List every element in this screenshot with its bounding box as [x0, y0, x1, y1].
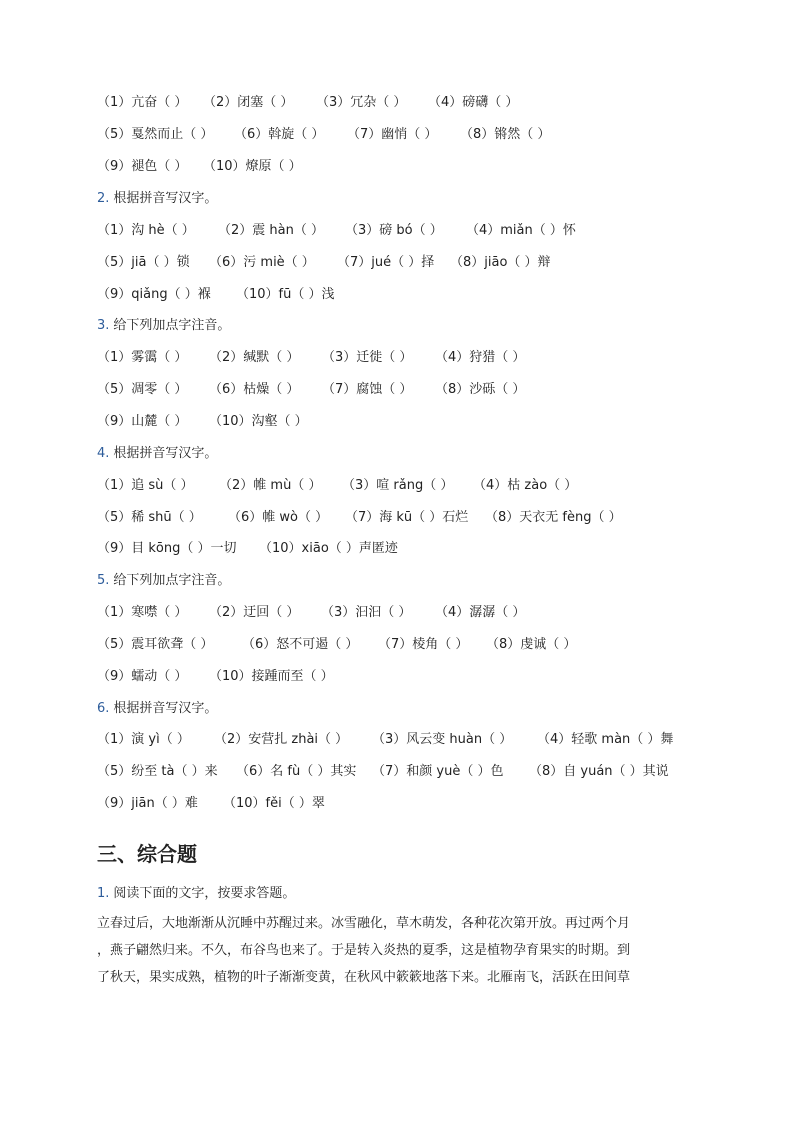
s3q1-heading	[97, 884, 295, 904]
q2-item: （8）jiāo（ ）辩	[450, 255, 551, 270]
q4-item: （10）xiāo（ ）声匿迹	[259, 541, 398, 556]
question-number: 5.	[97, 573, 110, 588]
q3-row-1	[97, 348, 525, 368]
q2-item: （7）jué（ ）择	[337, 255, 435, 270]
q3-row-3	[97, 412, 308, 432]
q3-item: （2）缄默（ ）	[209, 350, 300, 365]
q1-item: （9）褪色（ ）	[97, 159, 188, 174]
q6-item: （4）轻歌 màn（ ）舞	[537, 732, 674, 747]
q2-item: （1）沟 hè（ ）	[97, 223, 195, 238]
q4-heading	[97, 444, 217, 464]
q5-item: （7）棱角（ ）	[378, 637, 469, 652]
q5-row-2	[97, 635, 576, 655]
question-number: 3.	[97, 318, 110, 333]
q2-item: （3）磅 bó（ ）	[345, 223, 443, 238]
question-title: 阅读下面的文字，按要求答题。	[113, 886, 296, 901]
q2-item: （4）miǎn（ ）怀	[466, 223, 576, 238]
question-title: 根据拼音写汉字。	[113, 446, 218, 461]
q6-item: （10）fěi（ ）翠	[223, 796, 325, 811]
q5-item: （4）潺潺（ ）	[435, 605, 526, 620]
q2-heading	[97, 189, 217, 209]
q6-item: （1）演 yì（ ）	[97, 732, 190, 747]
q5-item: （8）虔诚（ ）	[486, 637, 577, 652]
q4-item: （6）帷 wò（ ）	[228, 510, 329, 525]
q1-item: （8）锵然（ ）	[460, 127, 551, 142]
q1-item: （2）闭塞（ ）	[203, 95, 294, 110]
q1-item: （7）幽悄（ ）	[347, 127, 438, 142]
q4-item: （3）喧 rǎng（ ）	[342, 478, 454, 493]
passage-line-1: 立春过后，大地渐渐从沉睡中苏醒过来。冰雪融化，草木萌发，各种花次第开放。再过两个月	[97, 916, 631, 931]
q1-row-2	[97, 125, 550, 145]
q3-item: （7）腐蚀（ ）	[322, 382, 413, 397]
q6-heading	[97, 699, 217, 719]
question-title: 给下列加点字注音。	[113, 573, 231, 588]
question-number: 4.	[97, 446, 110, 461]
q6-item: （8）自 yuán（ ）其说	[529, 764, 669, 779]
q5-item: （2）迂回（ ）	[209, 605, 300, 620]
q4-item: （9）目 kōng（ ）一切	[97, 541, 237, 556]
q2-item: （2）震 hàn（ ）	[218, 223, 324, 238]
q3-item: （9）山麓（ ）	[97, 414, 188, 429]
q4-row-2	[97, 508, 622, 528]
q4-item: （8）天衣无 fèng（ ）	[485, 510, 622, 525]
q2-item: （6）污 miè（ ）	[209, 255, 315, 270]
q4-row-1	[97, 476, 577, 496]
question-number: 1.	[97, 886, 110, 901]
section-title: 三、综合题	[97, 842, 197, 866]
q1-item: （3）冗杂（ ）	[316, 95, 407, 110]
q3-item: （10）沟壑（ ）	[209, 414, 308, 429]
q5-item: （10）接踵而至（ ）	[209, 669, 334, 684]
passage-line-3: 了秋天，果实成熟，植物的叶子渐渐变黄，在秋风中簌簌地落下来。北雁南飞，活跃在田间草	[97, 970, 631, 985]
question-title: 根据拼音写汉字。	[113, 191, 218, 206]
q6-item: （6）名 fù（ ）其实	[236, 764, 357, 779]
q1-row-3	[97, 157, 302, 177]
q1-item: （5）戛然而止（ ）	[97, 127, 214, 142]
q5-item: （3）汩汩（ ）	[321, 605, 412, 620]
q3-item: （5）凋零（ ）	[97, 382, 188, 397]
q1-item: （4）磅礴（ ）	[428, 95, 519, 110]
q6-item: （9）jiān（ ）难	[97, 796, 198, 811]
q4-item: （2）帷 mù（ ）	[219, 478, 322, 493]
q6-item: （2）安营扎 zhài（ ）	[214, 732, 349, 747]
q2-item: （9）qiǎng（ ）褓	[97, 287, 211, 302]
q3-heading	[97, 316, 230, 336]
q6-row-3	[97, 794, 325, 814]
q6-item: （7）和颜 yuè（ ）色	[372, 764, 504, 779]
q5-heading	[97, 571, 230, 591]
q3-item: （4）狩猎（ ）	[435, 350, 526, 365]
q1-item: （6）斡旋（ ）	[234, 127, 325, 142]
q2-row-3	[97, 285, 335, 305]
q2-row-1	[97, 221, 576, 241]
q2-row-2	[97, 253, 551, 273]
q5-item: （5）震耳欲聋（ ）	[97, 637, 214, 652]
q2-item: （10）fū（ ）浅	[236, 287, 335, 302]
q3-item: （3）迁徙（ ）	[322, 350, 413, 365]
q5-item: （9）蠕动（ ）	[97, 669, 188, 684]
question-title: 给下列加点字注音。	[113, 318, 231, 333]
q3-item: （8）沙砾（ ）	[435, 382, 526, 397]
q1-item: （1）亢奋（ ）	[97, 95, 188, 110]
q6-item: （5）纷至 tà（ ）来	[97, 764, 218, 779]
q4-item: （1）追 sù（ ）	[97, 478, 194, 493]
q3-row-2	[97, 380, 525, 400]
q1-item: （10）燎原（ ）	[203, 159, 302, 174]
q5-row-3	[97, 667, 334, 687]
q2-item: （5）jiā（ ）锁	[97, 255, 190, 270]
passage-line-2: ，燕子翩然归来。不久，布谷鸟也来了。于是转入炎热的夏季，这是植物孕育果实的时期。到	[97, 943, 631, 958]
q6-row-2	[97, 762, 669, 782]
q4-item: （7）海 kū（ ）石烂	[345, 510, 469, 525]
q3-item: （1）雾霭（ ）	[97, 350, 188, 365]
q3-item: （6）枯燥（ ）	[209, 382, 300, 397]
question-number: 2.	[97, 191, 110, 206]
q6-item: （3）风云变 huàn（ ）	[372, 732, 513, 747]
question-title: 根据拼音写汉字。	[113, 701, 218, 716]
q5-item: （6）怒不可遏（ ）	[242, 637, 359, 652]
q5-item: （1）寒噤（ ）	[97, 605, 188, 620]
q5-row-1	[97, 603, 525, 623]
q1-row-1	[97, 93, 518, 113]
q4-row-3	[97, 539, 398, 559]
q4-item: （5）稀 shū（ ）	[97, 510, 202, 525]
question-number: 6.	[97, 701, 110, 716]
q6-row-1	[97, 730, 673, 750]
q4-item: （4）枯 zào（ ）	[473, 478, 578, 493]
